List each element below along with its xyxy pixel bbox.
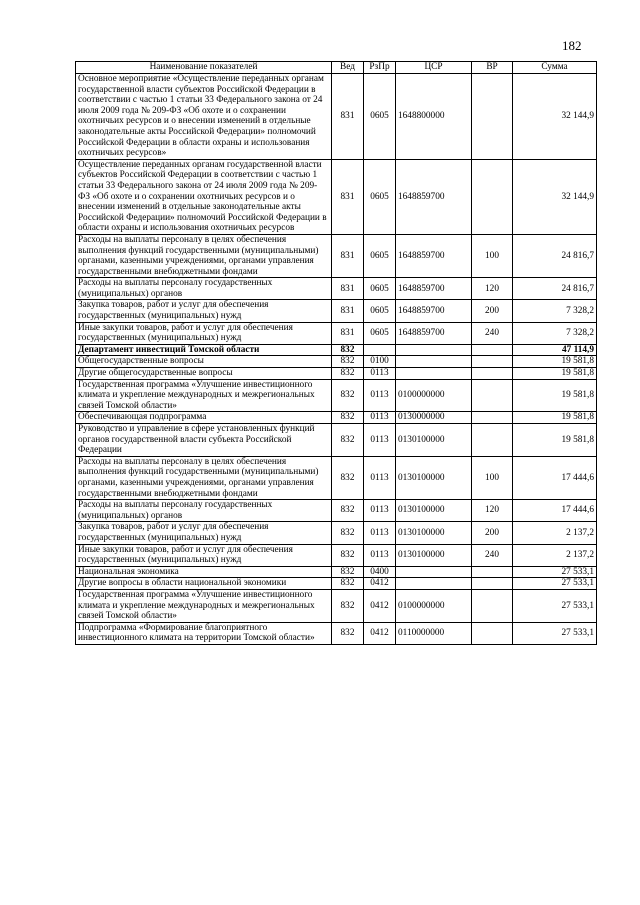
- cell-name: Государственная программа «Улучшение инвестиционного климата и укрепление международных и межрегиональных связей Томской области»: [76, 589, 332, 622]
- cell-csr: 1648859700: [396, 278, 472, 300]
- cell-ved: 832: [332, 622, 364, 644]
- cell-vr: 200: [472, 300, 513, 322]
- cell-ved: 831: [332, 300, 364, 322]
- cell-csr: 0130100000: [396, 500, 472, 522]
- cell-csr: [396, 578, 472, 590]
- cell-vr: [472, 589, 513, 622]
- cell-ved: 831: [332, 322, 364, 344]
- header-rzpr: РзПр: [364, 62, 396, 74]
- table-row: [76, 368, 597, 380]
- cell-vr: 120: [472, 500, 513, 522]
- cell-sum: 19 581,8: [513, 379, 597, 412]
- cell-csr: [396, 368, 472, 380]
- cell-sum: 7 328,2: [513, 322, 597, 344]
- cell-csr: 0130000000: [396, 412, 472, 424]
- table-row: [76, 322, 597, 344]
- cell-sum: 27 533,1: [513, 622, 597, 644]
- cell-vr: [472, 356, 513, 368]
- budget-table: [75, 61, 597, 645]
- cell-csr: 0130100000: [396, 522, 472, 544]
- cell-csr: 1648859700: [396, 234, 472, 277]
- cell-name: Осуществление переданных органам государственной власти субъектов Российской Федерации в соответствии с частью 1 статьи 33 Федерального закона от 24 июля 2009 года № 209-ФЗ «Об охоте и о сохранении охотничьих ресурсов и о внесении изменений в отдельные законодательные акты Российской Федерации» полномочий Российской Федерации в области охраны и использования охотничьих ресурсов: [76, 159, 332, 234]
- cell-rzpr: 0113: [364, 424, 396, 457]
- cell-csr: [396, 566, 472, 578]
- table-row: [76, 356, 597, 368]
- cell-vr: [472, 379, 513, 412]
- cell-ved: 832: [332, 368, 364, 380]
- table-row: [76, 278, 597, 300]
- cell-sum: 24 816,7: [513, 278, 597, 300]
- cell-name: Другие общегосударственные вопросы: [76, 368, 332, 380]
- cell-name: Подпрограмма «Формирование благоприятного инвестиционного климата на территории Томской области»: [76, 622, 332, 644]
- cell-vr: 240: [472, 544, 513, 566]
- table-row: [76, 159, 597, 234]
- cell-sum: 19 581,8: [513, 356, 597, 368]
- cell-csr: 0110000000: [396, 622, 472, 644]
- header-ved: Вед: [332, 62, 364, 74]
- cell-rzpr: 0400: [364, 566, 396, 578]
- cell-ved: 831: [332, 159, 364, 234]
- cell-vr: [472, 566, 513, 578]
- cell-rzpr: 0113: [364, 368, 396, 380]
- cell-ved: 832: [332, 500, 364, 522]
- cell-sum: 24 816,7: [513, 234, 597, 277]
- cell-rzpr: 0412: [364, 622, 396, 644]
- cell-sum: 17 444,6: [513, 456, 597, 499]
- cell-name: Основное мероприятие «Осуществление переданных органам государственной власти субъектов Российской Федерации в соответствии с частью 1 статьи 33 Федерального закона от 24 июля 2009 года № 209-ФЗ «Об охоте и о сохранении охотничьих ресурсов и о внесении изменений в отдельные законодательные акты Российской Федерации» полномочий Российской Федерации в области охраны и использования охотничьих ресурсов»: [76, 74, 332, 160]
- cell-csr: 1648800000: [396, 74, 472, 160]
- cell-sum: 47 114,9: [513, 344, 597, 356]
- cell-vr: [472, 578, 513, 590]
- cell-vr: [472, 424, 513, 457]
- cell-name: Общегосударственные вопросы: [76, 356, 332, 368]
- table-row: [76, 544, 597, 566]
- cell-csr: 0130100000: [396, 544, 472, 566]
- cell-csr: 0100000000: [396, 379, 472, 412]
- cell-rzpr: 0113: [364, 522, 396, 544]
- cell-rzpr: 0605: [364, 278, 396, 300]
- cell-ved: 832: [332, 379, 364, 412]
- cell-rzpr: [364, 344, 396, 356]
- table-row: [76, 424, 597, 457]
- cell-sum: 27 533,1: [513, 578, 597, 590]
- cell-name: Иные закупки товаров, работ и услуг для обеспечения государственных (муниципальных) нужд: [76, 322, 332, 344]
- cell-csr: 1648859700: [396, 159, 472, 234]
- header-sum: Сумма: [513, 62, 597, 74]
- cell-ved: 832: [332, 589, 364, 622]
- cell-rzpr: 0113: [364, 500, 396, 522]
- cell-ved: 832: [332, 578, 364, 590]
- cell-ved: 831: [332, 278, 364, 300]
- cell-csr: 0130100000: [396, 456, 472, 499]
- cell-ved: 832: [332, 412, 364, 424]
- cell-vr: [472, 74, 513, 160]
- cell-csr: 0100000000: [396, 589, 472, 622]
- cell-sum: 19 581,8: [513, 412, 597, 424]
- cell-name: Закупка товаров, работ и услуг для обеспечения государственных (муниципальных) нужд: [76, 300, 332, 322]
- cell-rzpr: 0100: [364, 356, 396, 368]
- cell-csr: [396, 356, 472, 368]
- cell-sum: 32 144,9: [513, 74, 597, 160]
- cell-vr: [472, 368, 513, 380]
- table-row: [76, 344, 597, 356]
- cell-name: Иные закупки товаров, работ и услуг для обеспечения государственных (муниципальных) нужд: [76, 544, 332, 566]
- header-vr: ВР: [472, 62, 513, 74]
- cell-vr: [472, 344, 513, 356]
- cell-name: Расходы на выплаты персоналу в целях обеспечения выполнения функций государственными (муниципальными) органами, казенными учреждениями, органами управления государственными внебюджетными фондами: [76, 234, 332, 277]
- cell-rzpr: 0113: [364, 544, 396, 566]
- cell-ved: 832: [332, 456, 364, 499]
- cell-ved: 832: [332, 544, 364, 566]
- cell-name: Расходы на выплаты персоналу государственных (муниципальных) органов: [76, 278, 332, 300]
- cell-ved: 832: [332, 344, 364, 356]
- page-number: 182: [562, 38, 582, 53]
- table-row: [76, 622, 597, 644]
- cell-sum: 19 581,8: [513, 424, 597, 457]
- cell-rzpr: 0605: [364, 74, 396, 160]
- cell-sum: 27 533,1: [513, 589, 597, 622]
- table-row: [76, 566, 597, 578]
- cell-sum: 2 137,2: [513, 544, 597, 566]
- cell-rzpr: 0113: [364, 412, 396, 424]
- cell-ved: 832: [332, 356, 364, 368]
- cell-rzpr: 0113: [364, 456, 396, 499]
- table-row: [76, 234, 597, 277]
- cell-rzpr: 0605: [364, 322, 396, 344]
- cell-name: Государственная программа «Улучшение инвестиционного климата и укрепление международных и межрегиональных связей Томской области»: [76, 379, 332, 412]
- cell-name: Другие вопросы в области национальной экономики: [76, 578, 332, 590]
- cell-vr: [472, 159, 513, 234]
- cell-vr: 240: [472, 322, 513, 344]
- cell-name: Закупка товаров, работ и услуг для обеспечения государственных (муниципальных) нужд: [76, 522, 332, 544]
- cell-vr: 120: [472, 278, 513, 300]
- cell-rzpr: 0605: [364, 234, 396, 277]
- header-csr: ЦСР: [396, 62, 472, 74]
- table-row: [76, 578, 597, 590]
- cell-ved: 832: [332, 522, 364, 544]
- cell-sum: 17 444,6: [513, 500, 597, 522]
- table-row: [76, 500, 597, 522]
- cell-name: Национальная экономика: [76, 566, 332, 578]
- cell-sum: 7 328,2: [513, 300, 597, 322]
- cell-sum: 2 137,2: [513, 522, 597, 544]
- cell-vr: 100: [472, 234, 513, 277]
- cell-rzpr: 0412: [364, 589, 396, 622]
- cell-vr: [472, 412, 513, 424]
- table-row: [76, 589, 597, 622]
- table-row: [76, 522, 597, 544]
- cell-sum: 27 533,1: [513, 566, 597, 578]
- cell-csr: 0130100000: [396, 424, 472, 457]
- cell-ved: 831: [332, 234, 364, 277]
- cell-sum: 32 144,9: [513, 159, 597, 234]
- cell-rzpr: 0113: [364, 379, 396, 412]
- cell-ved: 832: [332, 566, 364, 578]
- cell-sum: 19 581,8: [513, 368, 597, 380]
- table-row: [76, 300, 597, 322]
- cell-csr: 1648859700: [396, 322, 472, 344]
- cell-csr: 1648859700: [396, 300, 472, 322]
- cell-ved: 831: [332, 74, 364, 160]
- table-row: [76, 412, 597, 424]
- table-row: [76, 456, 597, 499]
- cell-rzpr: 0605: [364, 159, 396, 234]
- cell-vr: [472, 622, 513, 644]
- header-name: Наименование показателей: [76, 62, 332, 74]
- cell-ved: 832: [332, 424, 364, 457]
- cell-name: Руководство и управление в сфере установленных функций органов государственной власти субъекта Российской Федерации: [76, 424, 332, 457]
- cell-name: Расходы на выплаты персоналу в целях обеспечения выполнения функций государственными (муниципальными) органами, казенными учреждениями, органами управления государственными внебюджетными фондами: [76, 456, 332, 499]
- table-header-row: [76, 62, 597, 74]
- table-row: [76, 74, 597, 160]
- cell-name: Обеспечивающая подпрограмма: [76, 412, 332, 424]
- cell-rzpr: 0605: [364, 300, 396, 322]
- cell-name: Департамент инвестиций Томской области: [76, 344, 332, 356]
- cell-rzpr: 0412: [364, 578, 396, 590]
- cell-vr: 200: [472, 522, 513, 544]
- cell-vr: 100: [472, 456, 513, 499]
- cell-csr: [396, 344, 472, 356]
- cell-name: Расходы на выплаты персоналу государственных (муниципальных) органов: [76, 500, 332, 522]
- table-row: [76, 379, 597, 412]
